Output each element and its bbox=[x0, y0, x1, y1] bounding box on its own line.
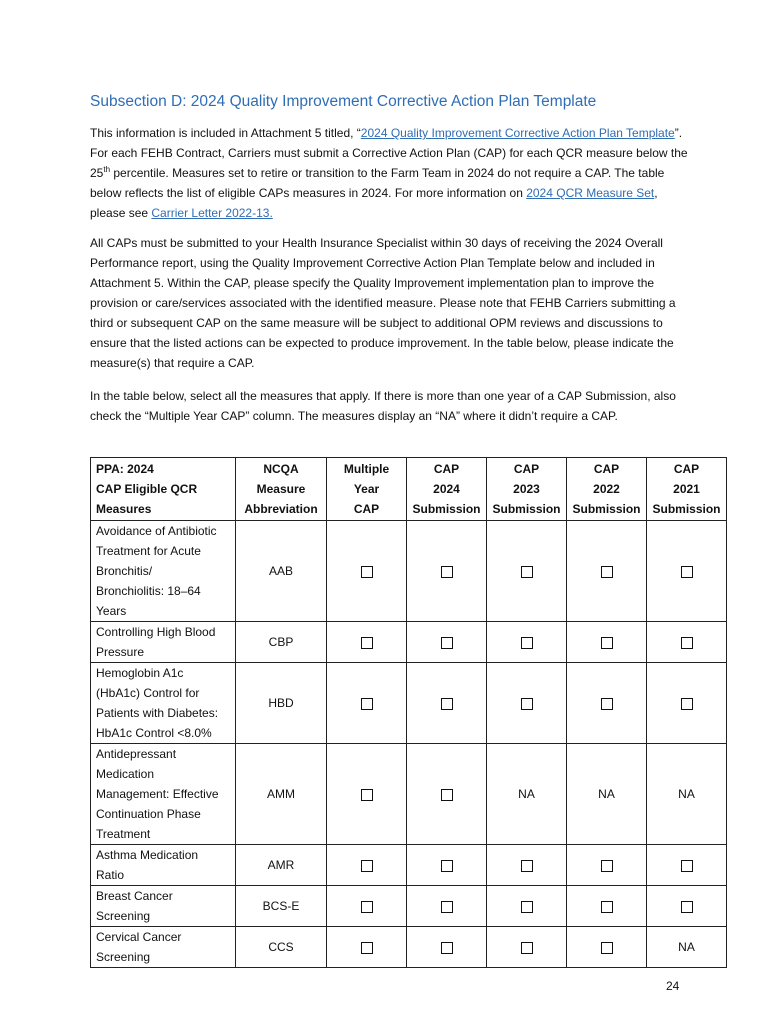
measure-name-line: Continuation Phase bbox=[96, 807, 201, 821]
column-header bbox=[91, 458, 236, 521]
measure-name bbox=[91, 622, 236, 663]
column-header-line: 2021 bbox=[673, 482, 700, 496]
column-header-line: 2022 bbox=[593, 482, 620, 496]
checkbox-cell bbox=[647, 886, 727, 927]
submission-paragraph: All CAPs must be submitted to your Health Insurance Specialist within 30 days of receiving the 2024 Overall Performance report, using the Quality Improvement Corrective Action Plan Template below and included in Attachment 5. Within the CAP, please specify the Quality Improvement implementation plan to improve the provision or care/services associated with the identified measure. Please note that FEHB Carriers submitting a third or subsequent CAP on the same measure will be subject to additional OPM reviews and discussions to ensure that the listed actions can be expected to produce improvement. In the table below, please indicate the measure(s) that require a CAP. bbox=[90, 236, 676, 370]
checkbox-cell bbox=[407, 622, 487, 663]
measure-name-line: HbA1c Control <8.0% bbox=[96, 726, 212, 740]
measure-abbreviation: CCS bbox=[236, 927, 327, 968]
checkbox[interactable] bbox=[681, 901, 693, 913]
checkbox[interactable] bbox=[521, 637, 533, 649]
measure-name-line: Controlling High Blood bbox=[96, 625, 216, 639]
checkbox[interactable] bbox=[521, 942, 533, 954]
measure-name-line: Management: Effective bbox=[96, 787, 219, 801]
checkbox[interactable] bbox=[441, 901, 453, 913]
measure-name-line: Cervical Cancer bbox=[96, 930, 182, 944]
checkbox-cell bbox=[567, 663, 647, 744]
checkbox-cell bbox=[327, 744, 407, 845]
column-header-line: Submission bbox=[492, 502, 561, 516]
checkbox-cell bbox=[327, 927, 407, 968]
column-header-line: Submission bbox=[412, 502, 481, 516]
checkbox-cell bbox=[647, 845, 727, 886]
checkbox-cell bbox=[327, 622, 407, 663]
checkbox-cell bbox=[407, 927, 487, 968]
checkbox-cell bbox=[647, 622, 727, 663]
intro-text-3: percentile. Measures set to retire or transition to the Farm Team in 2024 do not require a CAP. The table below reflects the list of eligible CAPs measures in 2024. For more information on bbox=[90, 166, 665, 200]
column-header-line: 2023 bbox=[513, 482, 540, 496]
measure-name bbox=[91, 845, 236, 886]
column-header-line: 2024 bbox=[433, 482, 460, 496]
measure-name-line: Screening bbox=[96, 909, 151, 923]
checkbox-cell bbox=[647, 521, 727, 622]
measure-name-line: Bronchiolitis: 18–64 bbox=[96, 584, 201, 598]
checkbox-cell bbox=[567, 927, 647, 968]
checkbox[interactable] bbox=[521, 901, 533, 913]
checkbox[interactable] bbox=[681, 637, 693, 649]
measure-name-line: Screening bbox=[96, 950, 151, 964]
checkbox-cell bbox=[487, 663, 567, 744]
checkbox-cell bbox=[487, 845, 567, 886]
column-header-line: Submission bbox=[572, 502, 641, 516]
carrier-letter-link[interactable]: Carrier Letter 2022-13. bbox=[151, 206, 273, 220]
column-header bbox=[567, 458, 647, 521]
checkbox[interactable] bbox=[361, 566, 373, 578]
column-header-line: CAP Eligible QCR bbox=[96, 482, 198, 496]
measure-name bbox=[91, 663, 236, 744]
page-number: 24 bbox=[666, 979, 680, 993]
column-header-line: Multiple bbox=[343, 462, 390, 476]
measure-name-line: Hemoglobin A1c bbox=[96, 666, 184, 680]
measure-name-line: Ratio bbox=[96, 868, 125, 882]
measure-abbreviation: AAB bbox=[236, 521, 327, 622]
checkbox-cell bbox=[487, 886, 567, 927]
checkbox[interactable] bbox=[521, 566, 533, 578]
column-header bbox=[236, 458, 327, 521]
column-header bbox=[487, 458, 567, 521]
section-heading: Subsection D: 2024 Quality Improvement Corrective Action Plan Template bbox=[90, 93, 597, 110]
checkbox[interactable] bbox=[601, 860, 613, 872]
cap-measures-table bbox=[90, 457, 727, 968]
measure-name-line: Bronchitis/ bbox=[96, 564, 153, 578]
column-header-line: Measure bbox=[256, 482, 306, 496]
measure-name-line: Asthma Medication bbox=[96, 848, 199, 862]
checkbox[interactable] bbox=[681, 860, 693, 872]
superscript-th: th bbox=[103, 165, 111, 174]
checkbox-cell bbox=[407, 845, 487, 886]
column-header-line: CAP bbox=[593, 462, 620, 476]
measure-abbreviation: HBD bbox=[236, 663, 327, 744]
measure-abbreviation: AMM bbox=[236, 744, 327, 845]
table-row bbox=[91, 845, 727, 886]
intro-text-4: , please see bbox=[90, 186, 658, 220]
column-header bbox=[407, 458, 487, 521]
checkbox[interactable] bbox=[441, 698, 453, 710]
table-row bbox=[91, 744, 727, 845]
checkbox[interactable] bbox=[441, 942, 453, 954]
table-row bbox=[91, 886, 727, 927]
column-header-line: Year bbox=[353, 482, 380, 496]
checkbox-cell bbox=[567, 622, 647, 663]
measure-name-line: Antidepressant bbox=[96, 747, 177, 761]
column-header-line: Measures bbox=[96, 502, 152, 516]
measure-abbreviation: BCS-E bbox=[236, 886, 327, 927]
checkbox-cell bbox=[647, 663, 727, 744]
table-row bbox=[91, 521, 727, 622]
checkbox[interactable] bbox=[681, 698, 693, 710]
column-header-line: NCQA bbox=[263, 462, 299, 476]
instructions-paragraph: In the table below, select all the measures that apply. If there is more than one year of a CAP Submission, also check the “Multiple Year CAP” column. The measures display an “NA” where it didn’t require a CAP. bbox=[90, 389, 676, 423]
checkbox[interactable] bbox=[361, 789, 373, 801]
column-header-line: Submission bbox=[652, 502, 721, 516]
measure-name bbox=[91, 927, 236, 968]
column-header-line: CAP bbox=[673, 462, 700, 476]
checkbox-cell bbox=[327, 886, 407, 927]
checkbox[interactable] bbox=[601, 566, 613, 578]
column-header-line: CAP bbox=[513, 462, 540, 476]
measure-name bbox=[91, 886, 236, 927]
measure-abbreviation: AMR bbox=[236, 845, 327, 886]
table-row bbox=[91, 927, 727, 968]
measure-name-line: (HbA1c) Control for bbox=[96, 686, 200, 700]
checkbox[interactable] bbox=[441, 566, 453, 578]
measure-name-line: Treatment for Acute bbox=[96, 544, 201, 558]
column-header bbox=[327, 458, 407, 521]
measure-name bbox=[91, 521, 236, 622]
checkbox-cell bbox=[407, 744, 487, 845]
checkbox-cell bbox=[407, 663, 487, 744]
checkbox[interactable] bbox=[681, 566, 693, 578]
column-header-line: CAP bbox=[353, 502, 380, 516]
qcr-measure-set-link[interactable]: 2024 QCR Measure Set bbox=[526, 186, 655, 200]
checkbox-cell bbox=[567, 521, 647, 622]
table-row bbox=[91, 622, 727, 663]
na-cell: NA bbox=[647, 744, 727, 845]
checkbox-cell bbox=[487, 622, 567, 663]
checkbox[interactable] bbox=[521, 860, 533, 872]
na-cell: NA bbox=[487, 744, 567, 845]
checkbox[interactable] bbox=[361, 698, 373, 710]
measure-name-line: Avoidance of Antibiotic bbox=[96, 524, 217, 538]
checkbox[interactable] bbox=[601, 942, 613, 954]
checkbox-cell bbox=[487, 927, 567, 968]
checkbox[interactable] bbox=[441, 637, 453, 649]
checkbox-cell bbox=[327, 521, 407, 622]
column-header-line: CAP bbox=[433, 462, 460, 476]
checkbox-cell bbox=[327, 663, 407, 744]
checkbox-cell bbox=[407, 886, 487, 927]
attachment-template-link[interactable]: 2024 Quality Improvement Corrective Action Plan Template bbox=[360, 126, 675, 140]
checkbox-cell bbox=[327, 845, 407, 886]
checkbox-cell bbox=[487, 521, 567, 622]
checkbox-cell bbox=[567, 845, 647, 886]
table-header-row bbox=[91, 458, 727, 521]
column-header bbox=[647, 458, 727, 521]
checkbox[interactable] bbox=[441, 789, 453, 801]
measure-name bbox=[91, 744, 236, 845]
checkbox-cell bbox=[407, 521, 487, 622]
measure-name-line: Pressure bbox=[96, 645, 145, 659]
intro-paragraph bbox=[90, 123, 690, 223]
column-header-line: Abbreviation bbox=[244, 502, 318, 516]
checkbox[interactable] bbox=[601, 637, 613, 649]
checkbox[interactable] bbox=[361, 637, 373, 649]
measure-name-line: Breast Cancer bbox=[96, 889, 173, 903]
checkbox-cell bbox=[567, 886, 647, 927]
intro-text-1: This information is included in Attachment 5 titled, “ bbox=[90, 126, 361, 140]
measure-name-line: Medication bbox=[96, 767, 155, 781]
table-body bbox=[91, 521, 727, 968]
checkbox[interactable] bbox=[441, 860, 453, 872]
na-cell: NA bbox=[647, 927, 727, 968]
table-row bbox=[91, 663, 727, 744]
checkbox[interactable] bbox=[521, 698, 533, 710]
checkbox[interactable] bbox=[361, 860, 373, 872]
checkbox[interactable] bbox=[361, 942, 373, 954]
measure-name-line: Treatment bbox=[96, 827, 151, 841]
checkbox[interactable] bbox=[601, 698, 613, 710]
column-header-line: PPA: 2024 bbox=[96, 462, 154, 476]
checkbox[interactable] bbox=[361, 901, 373, 913]
checkbox[interactable] bbox=[601, 901, 613, 913]
na-cell: NA bbox=[567, 744, 647, 845]
measure-name-line: Patients with Diabetes: bbox=[96, 706, 219, 720]
measure-name-line: Years bbox=[96, 604, 127, 618]
measure-abbreviation: CBP bbox=[236, 622, 327, 663]
intro-text-2: ”. For each FEHB Contract, Carriers must submit a Corrective Action Plan (CAP) for each QCR measure below the 25 bbox=[90, 126, 688, 180]
